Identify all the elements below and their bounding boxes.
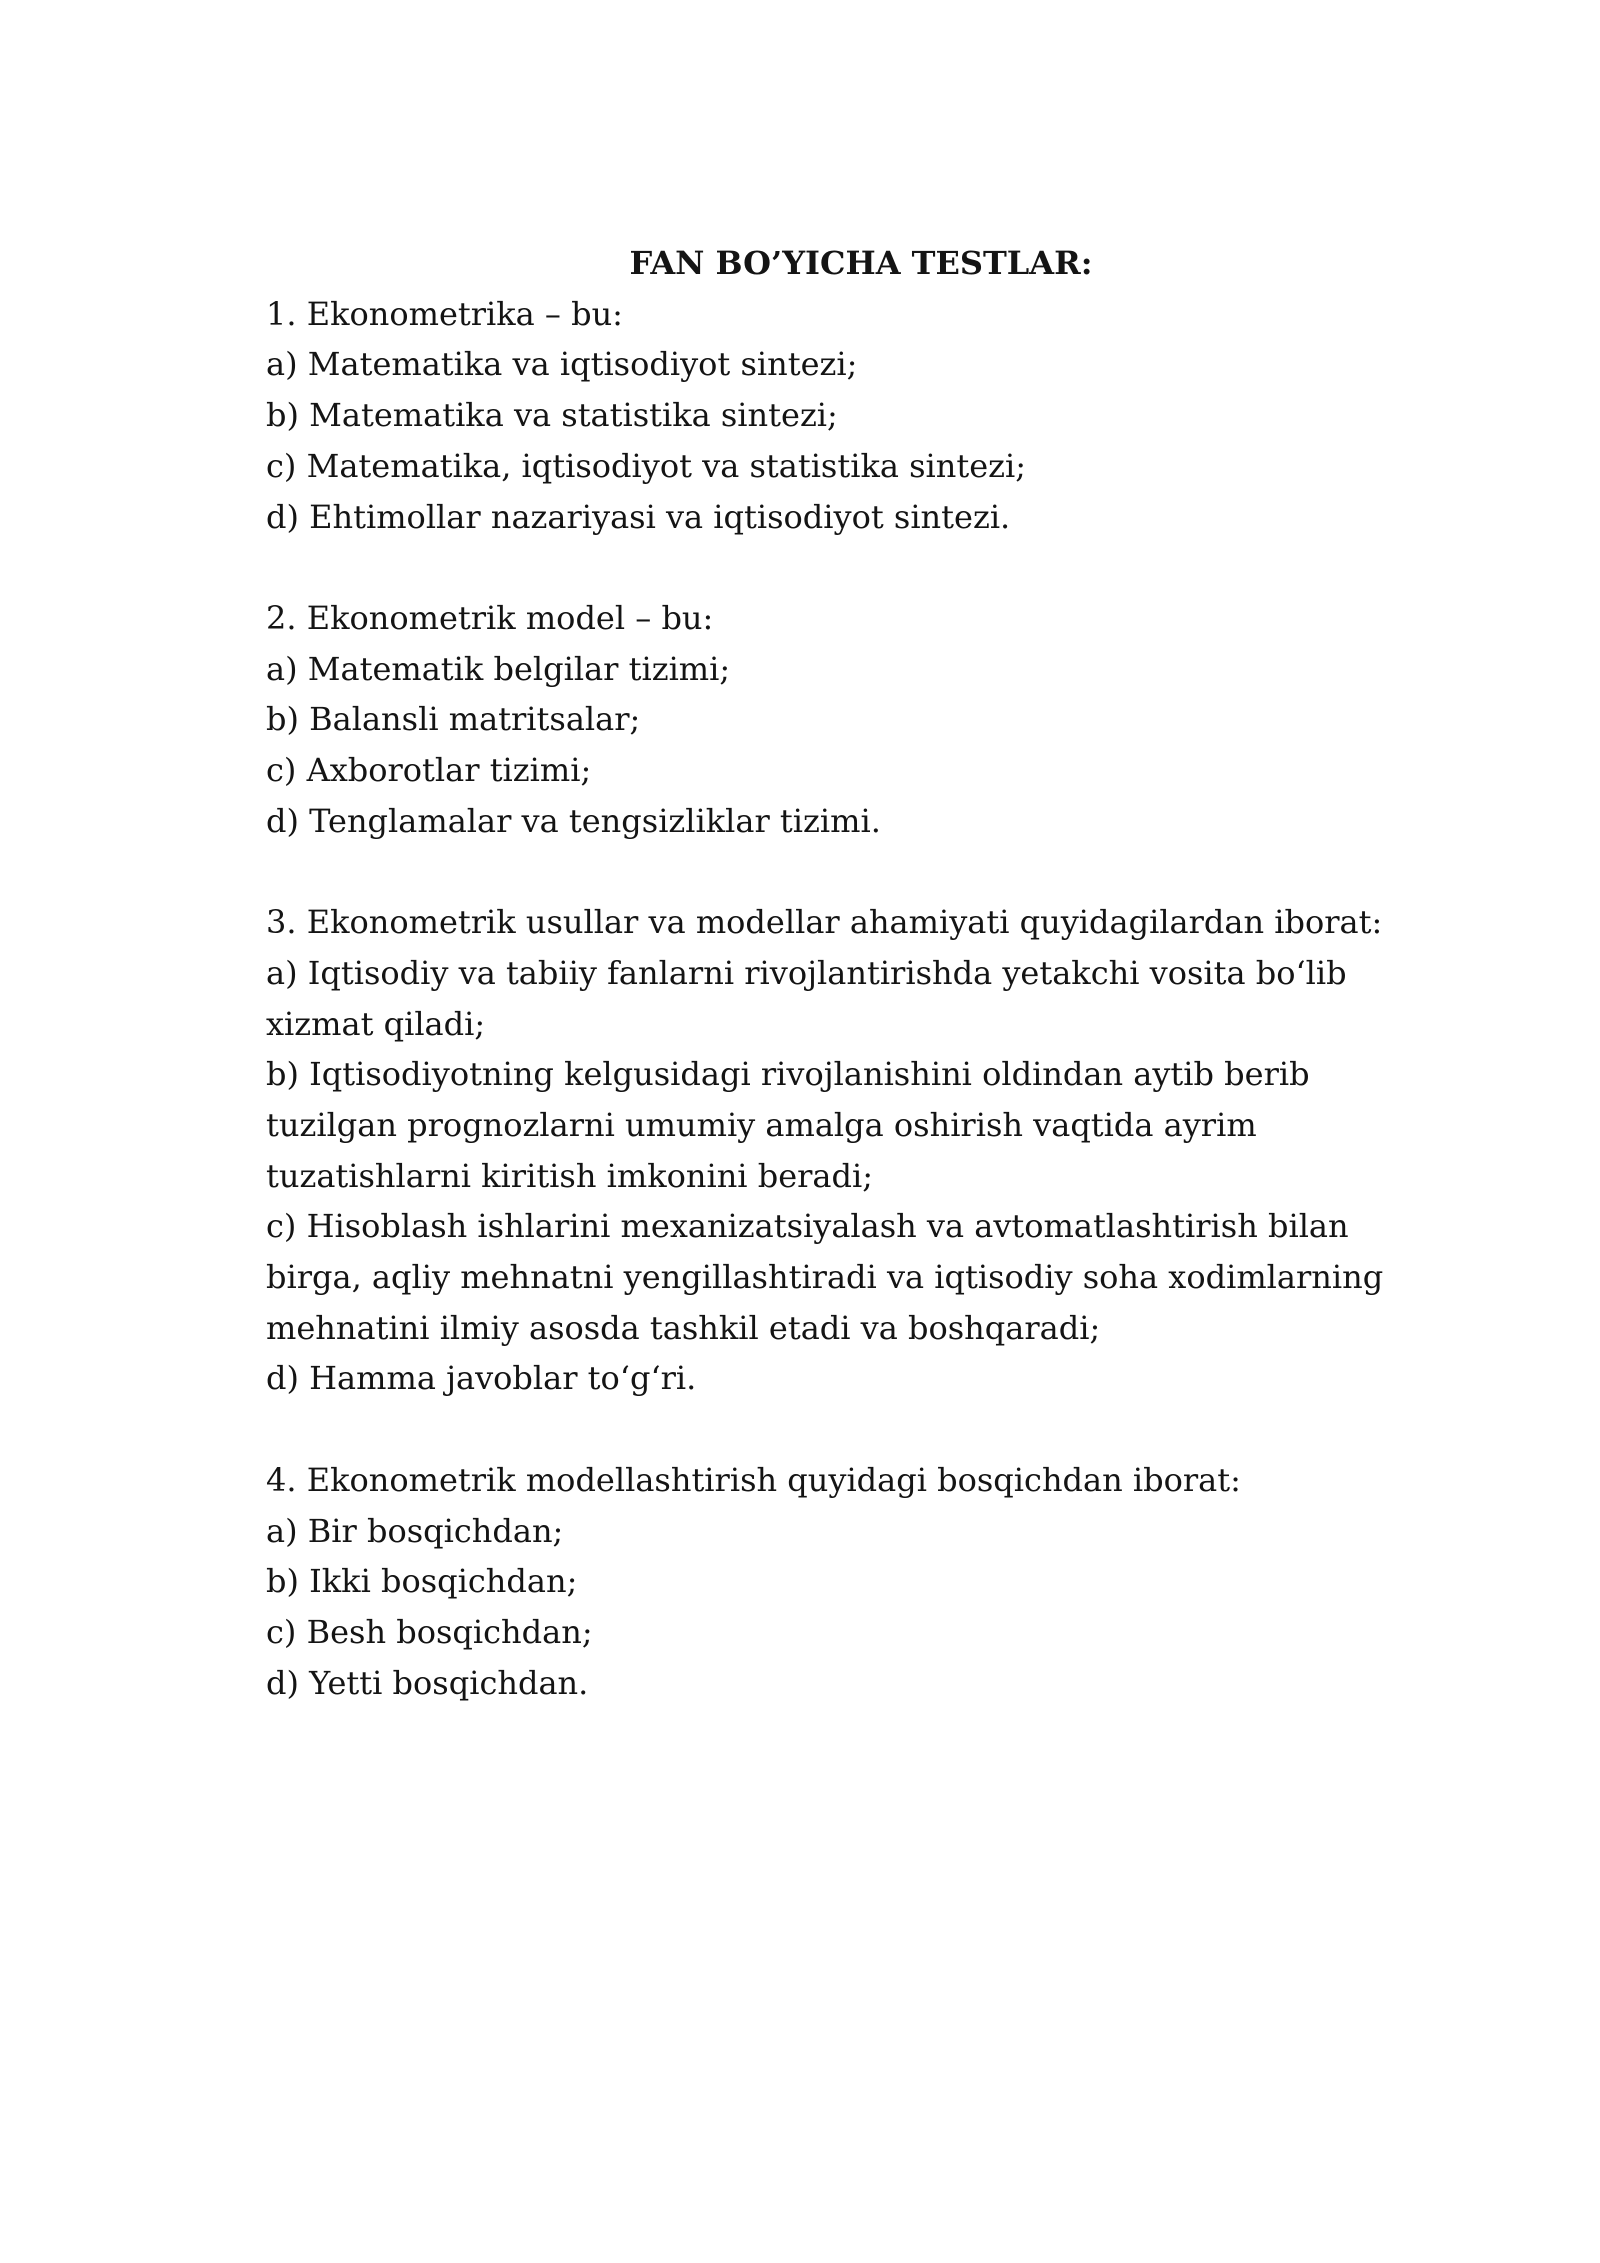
question-text: 2. Ekonometrik model – bu: [266, 598, 714, 637]
answer-option-a: a) Iqtisodiy va tabiiy fanlarni rivojlantirishda yetakchi vosita bo‘lib xizmat qiladi; [266, 953, 1347, 1043]
answer-option-c: c) Matematika, iqtisodiyot va statistika sintezi; [266, 446, 1027, 485]
document-body [266, 238, 1386, 1759]
question-text: 1. Ekonometrika – bu: [266, 294, 623, 333]
answer-option-a: a) Matematika va iqtisodiyot sintezi; [266, 345, 858, 384]
answer-option-d: d) Hamma javoblar to‘g‘ri. [266, 1359, 697, 1398]
question-text: 3. Ekonometrik usullar va modellar ahamiyati quyidagilardan iborat: [266, 903, 1383, 942]
page-title: FAN BO’YICHA TESTLAR: [629, 244, 1093, 282]
answer-option-a: a) Matematik belgilar tizimi; [266, 649, 731, 688]
answer-option-c: c) Hisoblash ishlarini mexanizatsiyalash va avtomatlashtirish bilan birga, aqliy mehnatni yengillashtiradi va iqtisodiy soha xodimlarning mehnatini ilmiy asosda tashkil etadi va boshqaradi; [266, 1207, 1384, 1347]
answer-option-a: a) Bir bosqichdan; [266, 1511, 564, 1550]
question-3 [266, 897, 1386, 1404]
answer-option-c: c) Besh bosqichdan; [266, 1612, 593, 1651]
question-text: 4. Ekonometrik modellashtirish quyidagi bosqichdan iborat: [266, 1460, 1241, 1499]
answer-option-d: d) Ehtimollar nazariyasi va iqtisodiyot sintezi. [266, 497, 1011, 536]
answer-option-d: d) Tenglamalar va tengsizliklar tizimi. [266, 801, 881, 840]
answer-option-b: b) Matematika va statistika sintezi; [266, 396, 838, 435]
answer-option-b: b) Balansli matritsalar; [266, 700, 641, 739]
answer-option-c: c) Axborotlar tizimi; [266, 751, 592, 790]
question-2 [266, 593, 1386, 847]
answer-option-d: d) Yetti bosqichdan. [266, 1663, 589, 1702]
answer-option-b: b) Ikki bosqichdan; [266, 1562, 578, 1601]
answer-option-b: b) Iqtisodiyotning kelgusidagi rivojlanishini oldindan aytib berib tuzilgan prognozlarni umumiy amalga oshirish vaqtida ayrim tuzatishlarni kiritish imkonini beradi; [266, 1055, 1310, 1195]
question-4 [266, 1455, 1386, 1709]
question-1 [266, 289, 1386, 543]
